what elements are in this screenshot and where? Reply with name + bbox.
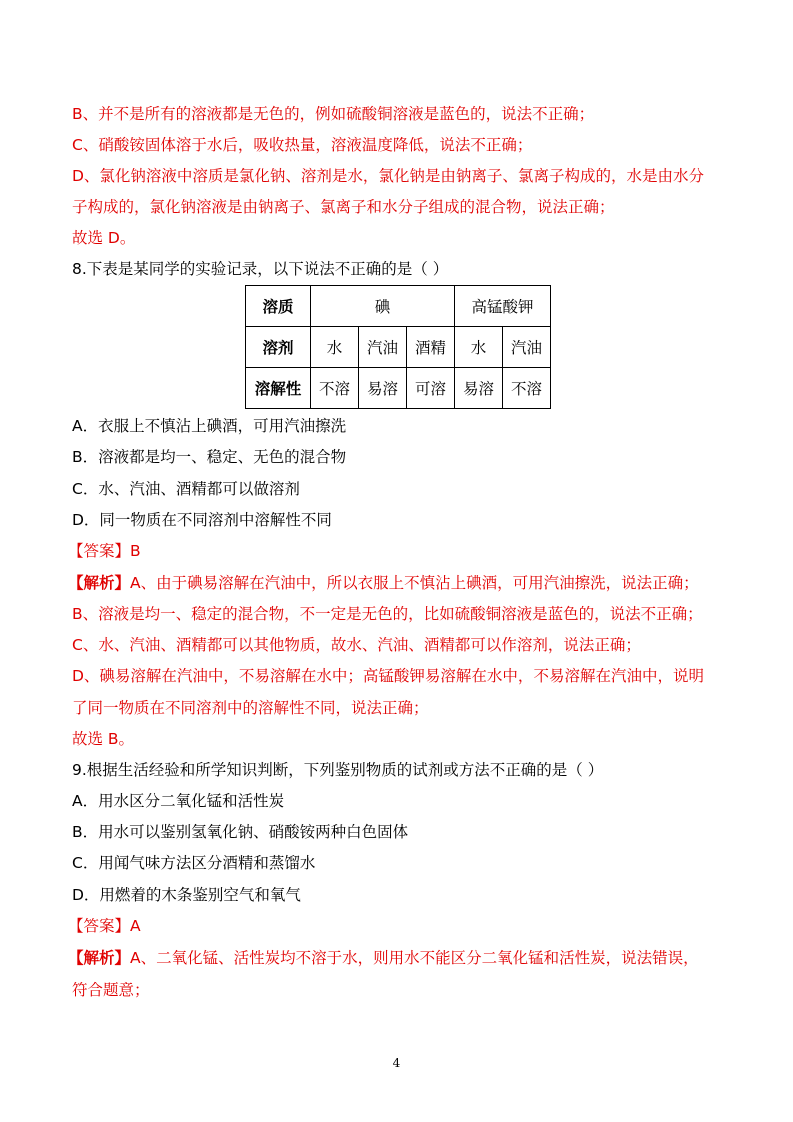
q9-analysis-a-line2: 符合题意； [72,981,150,999]
q9-stem: 9.根据生活经验和所学知识判断，下列鉴别物质的试剂或方法不正确的是（ ） [72,761,604,779]
q9-option-a: A．用水区分二氧化锰和活性炭 [72,792,285,810]
table-cell-iodine: 碘 [311,286,455,327]
q8-analysis-b: B、溶液是均一、稳定的混合物，不一定是无色的，比如硫酸铜溶液是蓝色的，说法不正确； [72,605,703,623]
table-cell-solvent: 水 [311,327,359,368]
q8-analysis-a-text: A、由于碘易溶解在汽油中，所以衣服上不慎沾上碘酒，可用汽油擦洗，说法正确； [130,574,699,592]
table-cell-potassium-permanganate: 高锰酸钾 [455,286,551,327]
q8-analysis-d-line2: 了同一物质在不同溶剂中的溶解性不同，说法正确； [72,699,429,717]
q9-analysis-a-line1 [68,948,699,968]
q8-option-c: C．水、汽油、酒精都可以做溶剂 [72,480,300,498]
table-cell-solubility: 可溶 [407,368,455,409]
q9-option-c: C．用闻气味方法区分酒精和蒸馏水 [72,854,316,872]
table-cell-solubility: 易溶 [455,368,503,409]
table-cell-solvent: 汽油 [359,327,407,368]
q8-answer: 【答案】B [68,542,141,560]
q8-analysis-label: 【解析】 [68,574,131,592]
table-cell-solubility: 不溶 [311,368,359,409]
q8-solubility-table [245,285,551,409]
table-cell-solubility: 易溶 [359,368,407,409]
prev-analysis-b: B、并不是所有的溶液都是无色的，例如硫酸铜溶液是蓝色的，说法不正确； [72,105,595,123]
q8-option-d: D．同一物质在不同溶剂中溶解性不同 [72,511,332,529]
table-header-solvent: 溶剂 [246,327,311,368]
q9-analysis-a-text: A、二氧化锰、活性炭均不溶于水，则用水不能区分二氧化锰和活性炭，说法错误， [130,949,699,967]
q9-answer: 【答案】A [68,917,141,935]
q8-analysis-c: C、水、汽油、酒精都可以其他物质，故水、汽油、酒精都可以作溶剂，说法正确； [72,636,641,654]
q9-option-d: D．用燃着的木条鉴别空气和氧气 [72,886,301,904]
prev-analysis-d-line1: D、氯化钠溶液中溶质是氯化钠、溶剂是水，氯化钠是由钠离子、氯离子构成的，水是由水分 [72,167,704,185]
q9-option-b: B．用水可以鉴别氢氧化钠、硝酸铵两种白色固体 [72,823,409,841]
q8-stem: 8.下表是某同学的实验记录，以下说法不正确的是（ ） [72,260,449,278]
table-row-solute [246,286,551,327]
table-cell-solvent: 酒精 [407,327,455,368]
page-number: 4 [392,1056,401,1070]
prev-analysis-c: C、硝酸铵固体溶于水后，吸收热量，溶液温度降低，说法不正确； [72,136,533,154]
prev-analysis-d-line2: 子构成的，氯化钠溶液是由钠离子、氯离子和水分子组成的混合物，说法正确； [72,198,615,216]
table-row-solvent [246,327,551,368]
table-row-solubility [246,368,551,409]
q8-analysis-conclusion: 故选 B。 [72,730,135,748]
table-header-solute: 溶质 [246,286,311,327]
q9-analysis-label: 【解析】 [68,949,131,967]
q8-analysis-a [68,573,699,593]
q8-analysis-d-line1: D、碘易溶解在汽油中，不易溶解在水中；高锰酸钾易溶解在水中，不易溶解在汽油中，说明 [72,667,704,685]
table-cell-solvent: 水 [455,327,503,368]
table-header-solubility: 溶解性 [246,368,311,409]
prev-analysis-conclusion: 故选 D。 [72,229,136,247]
table-cell-solvent: 汽油 [503,327,551,368]
q8-option-b: B．溶液都是均一、稳定、无色的混合物 [72,448,347,466]
q8-option-a: A．衣服上不慎沾上碘酒，可用汽油擦洗 [72,417,347,435]
table-cell-solubility: 不溶 [503,368,551,409]
